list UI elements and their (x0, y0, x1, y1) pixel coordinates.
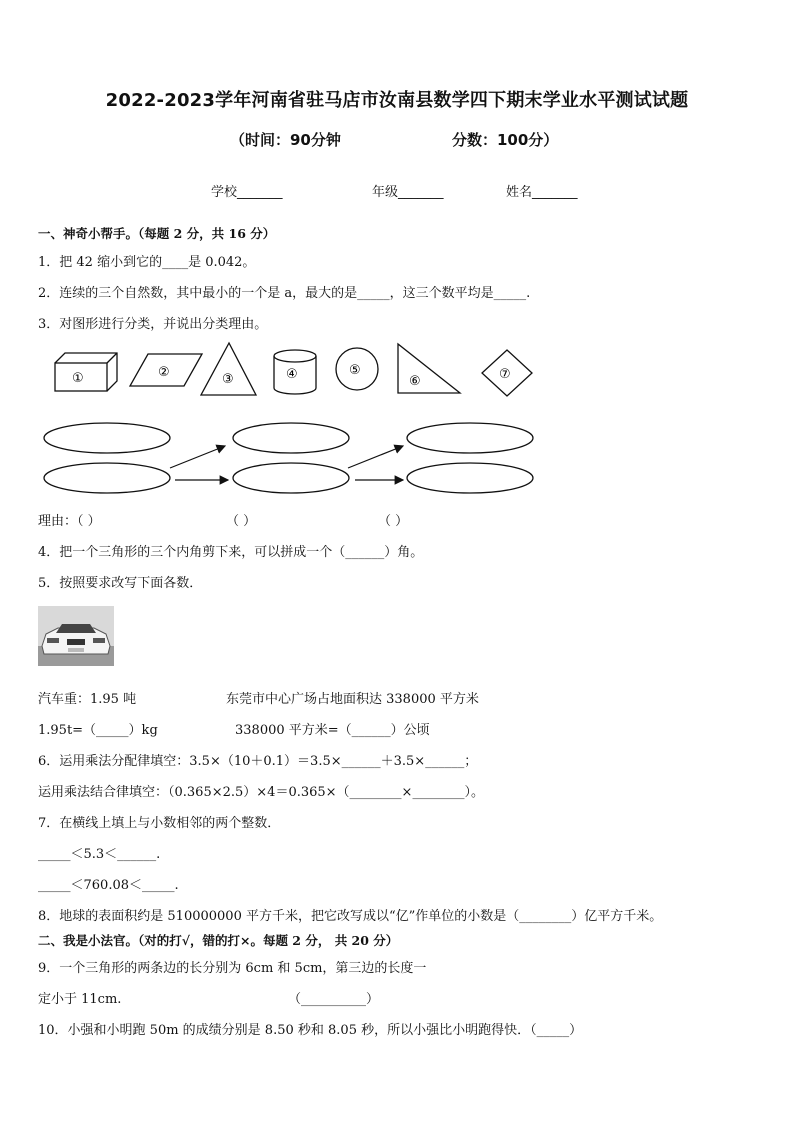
conversion-2: 338000 平方米=（______）公顷 (235, 723, 430, 738)
question-7a: _____＜5.3＜______. (38, 847, 161, 862)
shapes-figure (40, 340, 560, 400)
question-1: 1．把 42 缩小到它的____是 0.042。 (38, 255, 256, 270)
shape-label-6: ⑥ (409, 374, 421, 389)
exam-time: （时间：90分钟 (230, 131, 341, 149)
shape-label-1: ① (72, 371, 84, 386)
shape-label-5: ⑤ (349, 363, 361, 378)
exam-score: 分数：100分） (452, 131, 559, 149)
page-title: 2022-2023学年河南省驻马店市汝南县数学四下期末学业水平测试试题 (105, 90, 689, 111)
reason-label-1: 理由：（ ） (38, 514, 101, 529)
question-7: 7．在横线上填上与小数相邻的两个整数． (38, 816, 281, 831)
shape-label-3: ③ (222, 372, 234, 387)
classification-diagram (40, 418, 540, 498)
question-7b: _____＜760.08＜_____. (38, 878, 179, 893)
name-field[interactable]: 姓名_______ (506, 185, 578, 200)
category-oval-c2[interactable] (407, 463, 533, 493)
question-6a: 6．运用乘法分配律填空：3.5×（10＋0.1）＝3.5×______＋3.5×______； (38, 754, 478, 769)
section-1-heading: 一、神奇小帮手。（每题 2 分，共 16 分） (38, 226, 276, 241)
category-oval-c1[interactable] (407, 423, 533, 453)
arrow-1 (170, 446, 225, 468)
question-6b: 运用乘法结合律填空：（0.365×2.5）×4＝0.365×（________×________）。 (38, 785, 484, 800)
shape-label-4: ④ (286, 367, 298, 382)
question-10: 10．小强和小明跑 50m 的成绩分别是 8.50 秒和 8.05 秒，所以小强比小明跑得快．（_____） (38, 1023, 583, 1038)
category-oval-a2[interactable] (44, 463, 170, 493)
right-triangle-shape (398, 344, 460, 393)
question-2: 2．连续的三个自然数，其中最小的一个是 a，最大的是_____，这三个数平均是_____. (38, 286, 531, 301)
question-9b: 定小于 11cm. (38, 992, 122, 1007)
conversion-1: 1.95t=（_____）kg (38, 723, 158, 738)
question-8: 8．地球的表面积约是 510000000 平方千米，把它改写成以“亿”作单位的小数是（________）亿平方千米。 (38, 909, 663, 924)
reason-label-3: （ ） (378, 514, 409, 529)
school-field[interactable]: 学校_______ (211, 185, 283, 200)
car-photo (38, 606, 114, 666)
car-weight: 汽车重：1.95 吨 (38, 692, 137, 707)
question-3: 3．对图形进行分类，并说出分类理由。 (38, 317, 268, 332)
category-oval-a1[interactable] (44, 423, 170, 453)
reason-label-2: （ ） (226, 514, 257, 529)
question-5: 5．按照要求改写下面各数． (38, 576, 203, 591)
arrow-3 (348, 446, 403, 468)
question-4: 4．把一个三角形的三个内角剪下来，可以拼成一个（______）角。 (38, 545, 424, 560)
category-oval-b2[interactable] (233, 463, 349, 493)
cuboid-shape (55, 353, 117, 391)
question-9-answer-blank[interactable]: （__________） (288, 992, 380, 1007)
question-9a: 9．一个三角形的两条边的长分别为 6cm 和 5cm，第三边的长度一 (38, 961, 427, 976)
plaza-area: 东莞市中心广场占地面积达 338000 平方米 (226, 692, 479, 707)
triangle-shape (201, 343, 256, 395)
category-oval-b1[interactable] (233, 423, 349, 453)
grade-field[interactable]: 年级_______ (372, 185, 444, 200)
section-2-heading: 二、我是小法官。（对的打√，错的打×。每题 2 分， 共 20 分） (38, 933, 399, 948)
shape-label-7: ⑦ (499, 367, 511, 382)
shape-label-2: ② (158, 365, 170, 380)
